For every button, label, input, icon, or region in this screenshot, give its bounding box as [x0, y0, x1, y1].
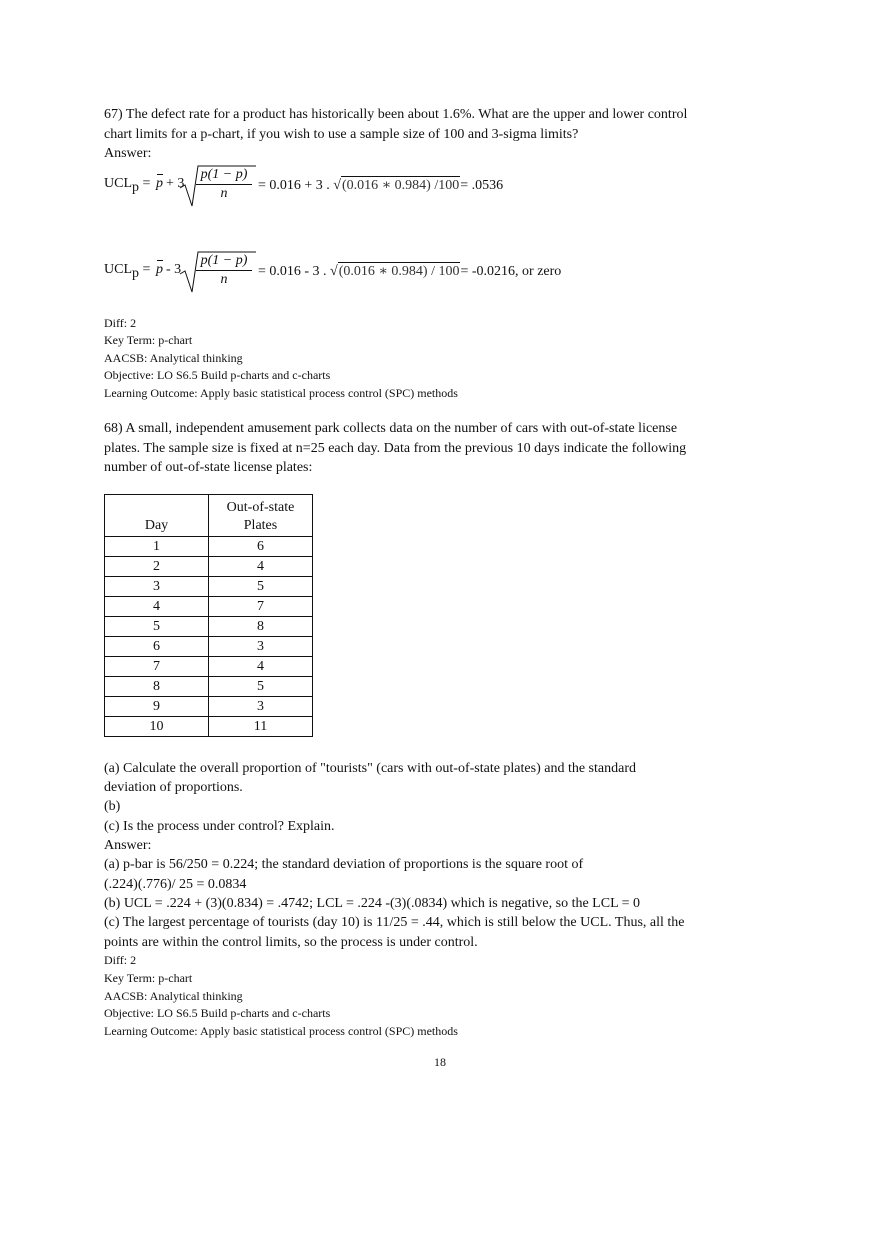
q68-text-line-2: plates. The sample size is fixed at n=25 each day. Data from the previous 10 days indicate the following	[104, 441, 687, 456]
lcl-denominator: n	[220, 272, 228, 287]
table-row	[105, 697, 313, 717]
q68-key-term: Key Term: p-chart	[104, 971, 193, 985]
table-row	[105, 617, 313, 637]
table-row	[105, 597, 313, 617]
cell-plates: 3	[209, 637, 313, 657]
q67-key-term: Key Term: p-chart	[104, 333, 193, 347]
q68-answer-label: Answer:	[104, 838, 152, 853]
lcl-numerator: p(1 − p)	[196, 252, 252, 271]
table-row	[105, 717, 313, 737]
table-row	[105, 557, 313, 577]
cell-plates: 5	[209, 677, 313, 697]
header-day: Day	[105, 495, 209, 537]
q68-objective: Objective: LO S6.5 Build p-charts and c-charts	[104, 1006, 331, 1020]
ucl-result: = 0.016 + 3 . √(0.016 ∗ 0.984) /100= .0536	[258, 178, 504, 193]
cell-plates: 6	[209, 537, 313, 557]
cell-plates: 4	[209, 657, 313, 677]
cell-plates: 7	[209, 597, 313, 617]
ucl-fraction	[196, 166, 252, 203]
q68-part-a-line-2: deviation of proportions.	[104, 780, 243, 795]
q67-text-line-1: 67) The defect rate for a product has historically been about 1.6%. What are the upper and lower control	[104, 107, 688, 122]
table-row	[105, 637, 313, 657]
ucl-operator: + 3	[166, 176, 185, 191]
q68-answer-a-line-2: (.224)(.776)/ 25 = 0.0834	[104, 877, 247, 892]
table-row	[105, 537, 313, 557]
lcl-operator: - 3	[166, 262, 182, 277]
q68-answer-a-line-1: (a) p-bar is 56/250 = 0.224; the standard deviation of proportions is the square root of	[104, 857, 584, 872]
q68-diff: Diff: 2	[104, 953, 137, 967]
cell-day: 1	[105, 537, 209, 557]
lcl-equation	[104, 253, 704, 306]
table-row	[105, 577, 313, 597]
cell-day: 7	[105, 657, 209, 677]
cell-plates: 3	[209, 697, 313, 717]
cell-plates: 8	[209, 617, 313, 637]
q68-part-b: (b)	[104, 799, 121, 814]
q68-text-line-1: 68) A small, independent amusement park collects data on the number of cars with out-of-state license	[104, 421, 678, 436]
q68-learning-outcome: Learning Outcome: Apply basic statistical process control (SPC) methods	[104, 1024, 458, 1038]
q67-objective: Objective: LO S6.5 Build p-charts and c-charts	[104, 368, 331, 382]
q68-answer-b: (b) UCL = .224 + (3)(0.834) = .4742; LCL = .224 -(3)(.0834) which is negative, so the LCL = 0	[104, 896, 640, 911]
p-bar-symbol: p	[156, 262, 163, 277]
p-bar-symbol: p	[156, 176, 163, 191]
cell-day: 3	[105, 577, 209, 597]
ucl-equation	[104, 167, 704, 220]
table-row	[105, 677, 313, 697]
q67-text-line-2: chart limits for a p-chart, if you wish to use a sample size of 100 and 3-sigma limits?	[104, 127, 579, 142]
cell-day: 9	[105, 697, 209, 717]
q68-part-c: (c) Is the process under control? Explain.	[104, 819, 335, 834]
q67-learning-outcome: Learning Outcome: Apply basic statistical process control (SPC) methods	[104, 386, 458, 400]
q68-part-a-line-1: (a) Calculate the overall proportion of "tourists" (cars with out-of-state plates) and the standard	[104, 761, 636, 776]
q68-answer-c-line-1: (c) The largest percentage of tourists (day 10) is 11/25 = .44, which is still below the UCL. Thus, all the	[104, 915, 685, 930]
table-row	[105, 657, 313, 677]
q68-aacsb: AACSB: Analytical thinking	[104, 989, 243, 1003]
ucl-label: $UCL_p$ =	[104, 176, 151, 195]
q68-text-line-3: number of out-of-state license plates:	[104, 460, 313, 475]
cell-day: 8	[105, 677, 209, 697]
q67-aacsb: AACSB: Analytical thinking	[104, 351, 243, 365]
lcl-fraction	[196, 252, 252, 289]
cell-plates: 4	[209, 557, 313, 577]
q67-diff: Diff: 2	[104, 316, 137, 330]
cell-day: 2	[105, 557, 209, 577]
cell-plates: 5	[209, 577, 313, 597]
header-plates: Out-of-state Plates	[209, 495, 313, 537]
ucl-numerator: p(1 − p)	[196, 166, 252, 185]
q68-answer-c-line-2: points are within the control limits, so the process is under control.	[104, 935, 478, 950]
cell-day: 10	[105, 717, 209, 737]
cell-plates: 11	[209, 717, 313, 737]
license-plates-table	[104, 494, 313, 737]
page-number: 18	[434, 1055, 446, 1069]
table-header-row	[105, 495, 313, 537]
cell-day: 4	[105, 597, 209, 617]
lcl-label: $UCL_p$ =	[104, 262, 151, 281]
ucl-denominator: n	[220, 186, 228, 201]
cell-day: 6	[105, 637, 209, 657]
lcl-result: = 0.016 - 3 . √(0.016 ∗ 0.984) / 100= -0.0216, or zero	[258, 264, 562, 279]
q67-answer-label: Answer:	[104, 146, 152, 161]
cell-day: 5	[105, 617, 209, 637]
